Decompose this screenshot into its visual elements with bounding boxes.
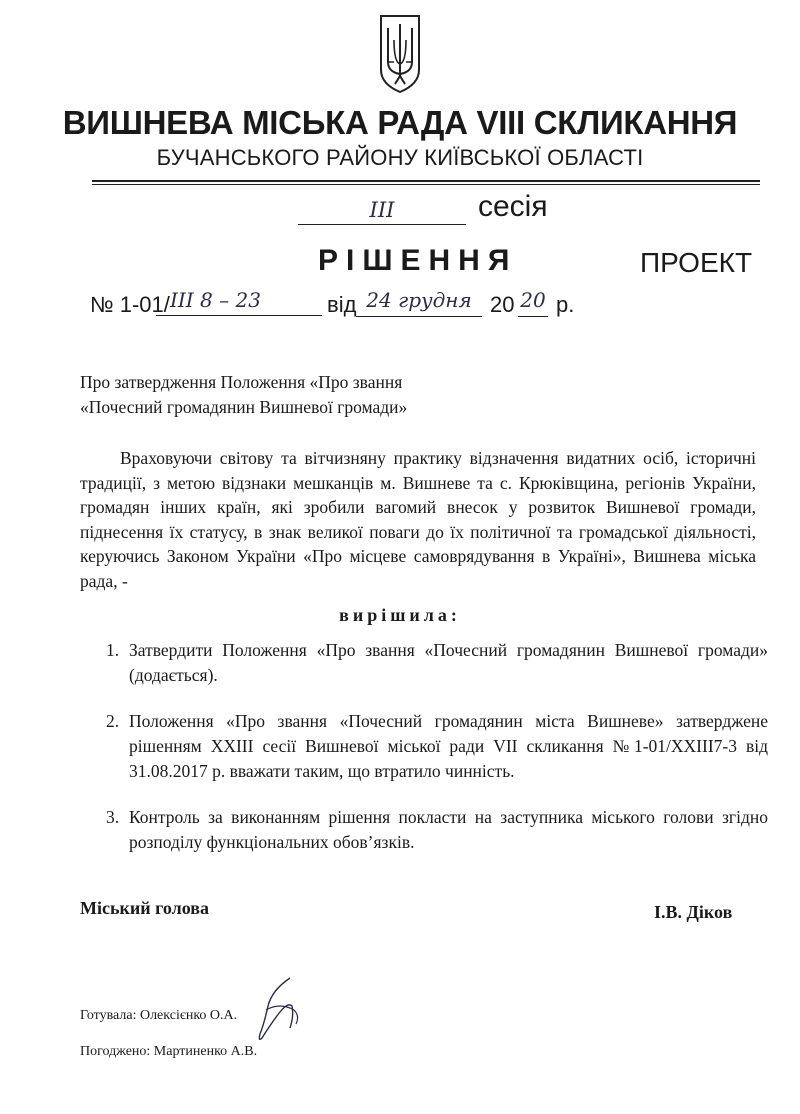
- decision-number-value: ІІІ 8 – 23: [156, 288, 322, 316]
- council-title: ВИШНЕВА МІСЬКА РАДА VIII СКЛИКАННЯ: [62, 104, 738, 141]
- decision-number-prefix: № 1-01/: [90, 292, 170, 317]
- resolution-list: [96, 638, 768, 876]
- subject-line-2: «Почесний громадянин Вишневої громади»: [80, 397, 408, 417]
- decision-subject: [80, 370, 500, 420]
- subject-line-1: Про затвердження Положення «Про звання: [80, 372, 403, 392]
- decision-date-label: від: [327, 292, 357, 317]
- draft-label: ПРОЕКТ: [640, 247, 753, 278]
- decision-year-prefix: 20: [490, 292, 515, 317]
- resolution-item: 2. Положення «Про звання «Почесний громадянин міста Вишневе» затверджене рішенням XXIII сесії Вишневої міської ради VII скликання №1-01/XXIII7-3 від 31.08.2017 р. вважати таким, що втратило чинність.: [106, 711, 768, 781]
- council-subtitle: БУЧАНСЬКОГО РАЙОНУ КИЇВСЬКОЇ ОБЛАСТІ: [156, 145, 644, 170]
- decision-year-suffix: р.: [556, 292, 575, 317]
- decision-title: РІШЕННЯ: [318, 244, 518, 277]
- mayor-name: І.В. Діков: [654, 902, 733, 922]
- decision-year-value: 20: [518, 288, 548, 317]
- trident-icon: [378, 14, 422, 94]
- decision-date-value: 24 грудня: [356, 288, 482, 317]
- handwritten-signature: [232, 972, 312, 1052]
- resolution-item: 3. Контроль за виконанням рішення покласти на заступника міського голови згідно розподілу функціональних обов’язків.: [106, 807, 768, 852]
- resolution-item: 1. Затвердити Положення «Про звання «Почесний громадянин Вишневої громади» (додається).: [106, 640, 768, 685]
- preamble-paragraph: Враховуючи світову та вітчизняну практику відзначення видатних осіб, історичні традиції, з метою відзнаки мешканців м. Вишневе та с. Крюківщина, регіонів України, громадян інших країн, які зробили вагомий внесок у розвиток Вишневої громади, піднесення їх статусу, в знак великої поваги до їх політичної та громадської діяльності, керуючись Законом України «Про місцеве самоврядування в Україні», Вишнева міська рада, -: [80, 448, 756, 591]
- session-label: сесія: [478, 190, 548, 223]
- agreed-by: Погоджено: Мартиненко А.В.: [80, 1044, 258, 1059]
- mayor-title: Міський голова: [80, 898, 209, 918]
- decision-number-row: [0, 288, 800, 324]
- session-number: ІІІ: [298, 196, 466, 225]
- header-divider: [92, 180, 760, 185]
- resolved-heading: вирішила:: [339, 605, 461, 625]
- prepared-by: Готувала: Олексієнко О.А.: [80, 1008, 238, 1023]
